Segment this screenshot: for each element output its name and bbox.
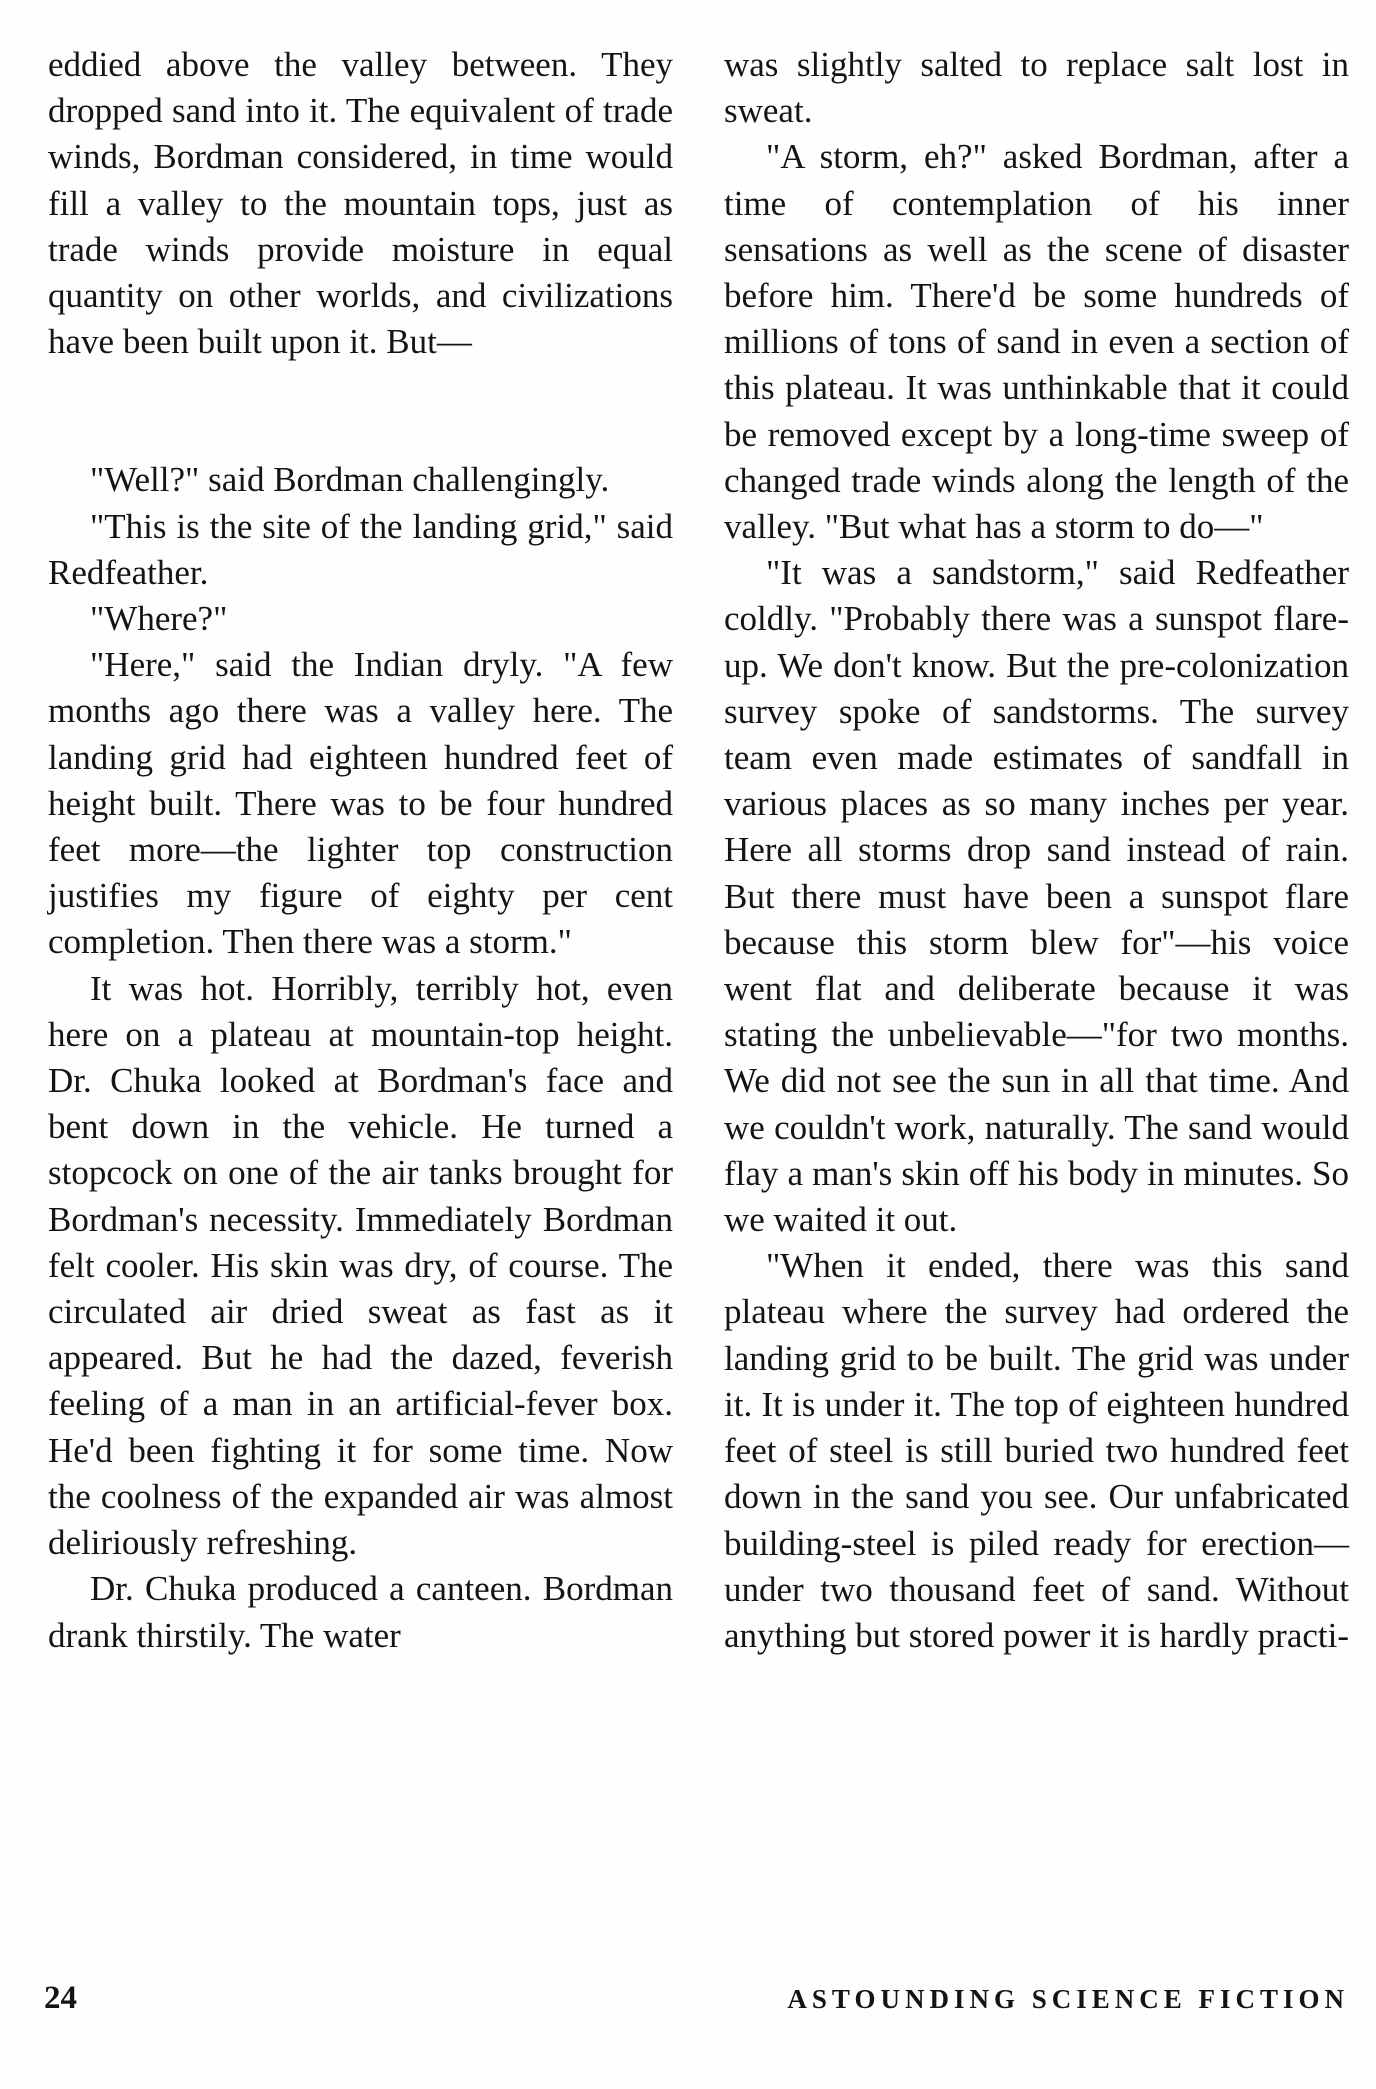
paragraph: was slightly salted to replace salt lost in sweat. — [724, 45, 1349, 131]
paragraph: "This is the site of the landing grid," said Redfeather. — [48, 506, 673, 592]
paragraph: "When it ended, there was this sand plateau where the survey had ordered the landing grid to be built. The grid was under it. It is under it. The top of eighteen hundred feet of steel is still buried two hundred feet down in the sand you see. Our unfabricated building-steel is piled ready for erection—under two thousand feet of sand. Without anything but stored power it is hardly practi- — [724, 1246, 1349, 1655]
paragraph: It was hot. Horribly, terribly hot, even here on a plateau at mountain-top height. Dr. Chuka looked at Bordman's face and bent down in the vehicle. He turned a stopcock on one of the air tanks brought for Bordman's necessity. Immediately Bordman felt cooler. His skin was dry, of course. The circulated air dried sweat as fast as it appeared. But he had the dazed, feverish feeling of a man in an artificial-fever box. He'd been fighting it for some time. Now the coolness of the expanded air was almost deliriously refreshing. — [48, 968, 673, 1563]
paragraph: "Well?" said Bordman challengingly. — [90, 460, 610, 500]
running-footer-title: ASTOUNDING SCIENCE FICTION — [787, 1984, 1349, 2014]
paragraph: "Here," said the Indian dryly. "A few months ago there was a valley here. The landing grid had eighteen hundred feet of height built. There was to be four hundred feet more—the lighter top construction justifies my figure of eighty per cent completion. Then there was a storm." — [48, 645, 673, 962]
paragraph: Dr. Chuka produced a canteen. Bordman drank thirstily. The water — [48, 1569, 673, 1655]
paragraph: eddied above the valley between. They dropped sand into it. The equivalent of trade winds, Bordman considered, in time would fill a valley to the mountain tops, just as trade winds provide moisture in equal quantity on other worlds, and civilizations have been built upon it. But— — [48, 45, 673, 362]
left-text-column — [48, 42, 673, 1659]
paragraph: "Where?" — [90, 599, 228, 639]
page-number: 24 — [44, 1980, 77, 2016]
right-text-column — [724, 42, 1349, 1659]
paragraph: "It was a sandstorm," said Redfeather coldly. "Probably there was a sunspot flare-up. We don't know. But the pre-colonization survey spoke of sandstorms. The survey team even made estimates of sandfall in various places as so many inches per year. Here all storms drop sand instead of rain. But there must have been a sunspot flare because this storm blew for"—his voice went flat and deliberate because it was stating the unbelievable—"for two months. We did not see the sun in all that time. And we couldn't work, naturally. The sand would flay a man's skin off his body in minutes. So we waited it out. — [724, 553, 1349, 1240]
paragraph: "A storm, eh?" asked Bordman, after a time of contemplation of his inner sensations as well as the scene of disaster before him. There'd be some hundreds of millions of tons of sand in even a section of this plateau. It was unthinkable that it could be removed except by a long-time sweep of changed trade winds along the length of the valley. "But what has a storm to do—" — [724, 137, 1349, 547]
